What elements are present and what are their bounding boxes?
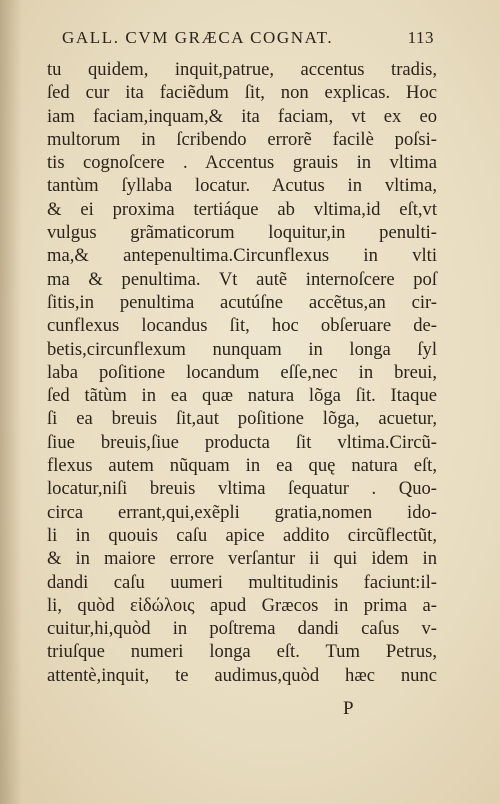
text-line: ma & penultima. Vt autẽ internoſcere poſ [47, 268, 437, 290]
text-line: ſed tãtùm in ea quæ natura lõga ſit. Itaque [47, 385, 437, 407]
text-line: tis cognoſcere . Accentus grauis in vltima [47, 152, 437, 174]
text-line: laba poſitione locandum eſſe,nec in breui, [47, 361, 437, 383]
text-line: tantùm ſyllaba locatur. Acutus in vltima, [47, 175, 437, 197]
text-line: circa errant,qui,exẽpli gratia,nomen ido- [47, 501, 437, 523]
page-number: 113 [407, 28, 434, 47]
text-line: ſiue breuis,ſiue producta ſit vltima.Circũ- [47, 431, 437, 453]
text-line: & in maiore errore verſantur ii qui idem in [47, 548, 437, 570]
signature-mark: P [343, 698, 354, 719]
text-line: locatur,niſi breuis vltima ſequatur . Quo- [47, 478, 437, 500]
text-line: multorum in ſcribendo errorẽ facilè poſsi- [47, 128, 437, 150]
text-line: cuitur,hi,quòd in poſtrema dandi caſus v- [47, 618, 437, 640]
gutter-shadow [0, 0, 22, 804]
body-text [47, 58, 437, 687]
text-line: vulgus grãmaticorum loquitur,in penulti- [47, 222, 437, 244]
text-line: tu quidem, inquit,patrue, accentus tradis, [47, 59, 437, 80]
text-line: attentè,inquit, te audimus,quòd hæc nunc [47, 664, 437, 686]
text-line: cunflexus locandus ſit, hoc obſeruare de- [47, 315, 437, 337]
text-line: li in quouis caſu apice addito circũflectũt, [47, 524, 437, 546]
running-title: GALL. CVM GRÆCA COGNAT. [62, 28, 334, 47]
text-line: li, quòd εἰδώλοις apud Græcos in prima a- [47, 594, 437, 616]
text-line: ſi ea breuis ſit,aut poſitione lõga, acuetur, [47, 408, 437, 430]
text-line: flexus autem nũquam in ea quę natura eſt, [47, 455, 437, 477]
text-line: ma,& antepenultima.Circunflexus in vlti [47, 245, 437, 267]
running-header [62, 28, 434, 48]
text-line: betis,circunflexum nunquam in longa ſyl [47, 338, 437, 360]
text-line: ſitis,in penultima acutúſne accẽtus,an cir- [47, 291, 437, 313]
text-line: triuſque numeri longa eſt. Tum Petrus, [47, 641, 437, 663]
text-line: dandi caſu uumeri multitudinis faciunt:il- [47, 571, 437, 593]
text-line: iam faciam,inquam,& ita faciam, vt ex eo [47, 105, 437, 127]
text-line: ſed cur ita faciẽdum ſit, non explicas. Hoc [47, 82, 437, 104]
text-line: & ei proxima tertiáque ab vltima,id eſt,vt [47, 198, 437, 220]
